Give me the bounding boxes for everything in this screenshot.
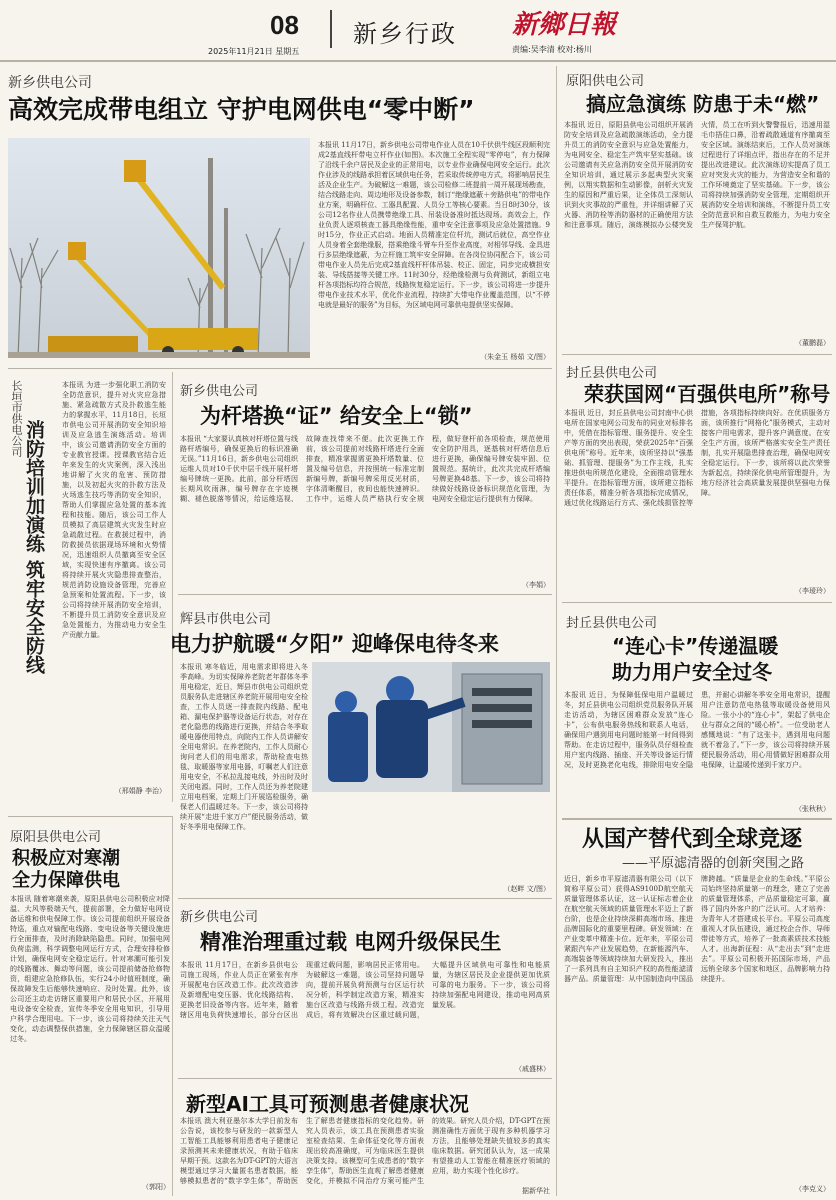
fengqiu-card-headline: “连心卡”传递温暖 <box>612 634 779 658</box>
tower-byline: （李娟） <box>522 581 550 589</box>
lead-kicker: 新乡供电公司 <box>8 75 92 91</box>
column-divider <box>172 816 173 1196</box>
masthead <box>0 0 836 62</box>
column-divider <box>172 372 173 802</box>
changheng-kicker: 长垣市供电公司 <box>10 380 23 457</box>
fengqiu-card-kicker: 封丘县供电公司 <box>566 616 658 631</box>
section-title: 新乡行政 <box>353 20 457 48</box>
lead-headline: 高效完成带电组立 守护电网供电“零中断” <box>8 95 475 124</box>
tower-headline: 为杆塔换“证” 给安全上“锁” <box>200 404 473 428</box>
brand-body: 近日，新乡市平原滤清器有限公司（以下简称平原公司）获得AS9100D航空航天质量管理体系认证，这一认证标志着企业在航空航天领域的质量管理水平迈上了新台阶，也是企业持续深耕高端市场、推进品牌国际化的重要里程碑。研发领域：在产业变革中精准卡位。近年来，平原公司紧跟汽车产业发展趋势，在新能源汽车、高端装备等领域持续加大研发投入，推出了一系列具有自主知识产权的高性能滤清器产品。质量管理：从中国制造向中国品牌跨越。“质量是企业的生命线。”平原公司始终坚持质量第一的理念，建立了完善的质量管理体系，产品质量稳定可靠，赢得了国内外客户的广泛认可。人才培养：为青年人才搭建成长平台。平原公司高度重视人才队伍建设，通过校企合作、导师带徒等方式，培养了一批高素质技术技能人才。出海新征程：从“走出去”到“走进去”。平原公司积极开拓国际市场，产品远销全球多个国家和地区，品牌影响力持续提升。 <box>564 875 830 983</box>
page-number: 08 <box>270 10 299 40</box>
lead-rule <box>8 368 552 369</box>
masthead-rule <box>0 60 836 62</box>
yuanyang-drill-headline: 搞应急演练 防患于未“燃” <box>586 92 820 116</box>
changheng-headline: 消防培训加演练 筑牢安全防线 <box>23 420 45 674</box>
crane-bucket-trucks-icon <box>8 138 310 358</box>
huixian-headline: 电力护航暖“夕阳” 迎峰保电待冬来 <box>170 632 499 656</box>
lead-photo <box>8 138 310 358</box>
worker-electrical-panel-icon <box>312 662 550 792</box>
date-line: 2025年11月21日 星期五 <box>208 47 300 56</box>
tower-rule <box>178 594 552 595</box>
huixian-byline: （赵畔 文/图） <box>503 885 550 893</box>
fengqiu-kicker: 封丘县供电公司 <box>566 366 658 381</box>
changheng-body: 本报讯 为进一步强化职工消防安全防范意识，提升对火灾应急措施、紧急疏散方式及扑救逃生能力的掌握水平，11月18日，长垣市供电公司开展消防安全知识培训及应急逃生演练活动。培训中，该公司邀请消防安全方面的专业教官授课。授课教官结合近年来发生的火灾案例，深入浅出地讲解了火灾的危害、预防措施，以及初起火灾的扑救方法及火场逃生技巧等消防安全知识，帮助人们掌握应急处置的基本流程和技能。随后，该公司工作人员模拟了高层建筑火灾发生时应急疏散过程。在救援过程中，消防救援员依据现场环境和火势情况，迅速组织人员撤离至安全区域，实现快速有序撤离。该公司将持续开展火灾隐患排查整治，规范消防设施设备管理，完善应急预案和处置流程。下一步，该公司将持续开展消防安全培训，不断提升员工消防安全意识及应急处置能力，为推动电力安全生产贡献力量。 <box>62 381 166 639</box>
tower-body: 本报讯 “大家要认真核对杆塔位置与线路杆塔编号，确保更换后的标识准确无误。”11月16日，新乡供电公司组织运维人员对10千伏中层千线开展杆塔编号牌统一更换。此前，部分杆塔因长期风吹雨淋，编号牌存在字迹模糊、褪色脱落等情况，给运维巡视、故障查找带来不便。此次更换工作前，该公司提前对线路杆塔进行全面排查，精准掌握需更换杆塔数量、位置及编号信息，并按照统一标准定制新编号牌，新编号牌采用反光材质，字体清晰醒目，夜间也能快速辨识。工作中，运维人员严格执行安全规程，做好登杆前各项检查，规范使用安全防护用具，逐基核对杆塔信息后进行更换，确保编号牌安装牢固、位置规范。据统计，此次共完成杆塔编号牌更换48基。下一步，该公司将持续做好线路设备标识规范化管理，为电网安全稳定运行提供有力保障。 <box>180 435 550 503</box>
fengqiu-card-body: 本报讯 近日，为保障低保电用户温暖过冬，封丘县供电公司组织党员服务队开展走访活动，为辖区困难群众发放“连心卡”，公布供电服务热线和联系人电话，确保用户遇到用电问题时能第一时间得到帮助。在走访过程中，服务队员仔细检查用户室内线路、插座、开关等设备运行情况，及时更换老化电线，排除用电安全隐患，并耐心讲解冬季安全用电常识，提醒用户注意防范电热毯等取暖设备使用风险。一张小小的“连心卡”，架起了供电企业与群众之间的“暖心桥”。一位受助老人感慨地说：“有了这张卡，遇到用电问题就不着急了。”下一步，该公司将持续开展便民服务活动，用心用情做好困难群众用电保障，让温暖传递到千家万户。 <box>564 691 830 769</box>
precise-kicker: 新乡供电公司 <box>180 910 259 925</box>
editor-line: 责编:吴李清 校对:杨川 <box>512 45 592 54</box>
huixian-body-continued <box>312 798 550 882</box>
yuanyang-winter-headline-2: 全力保障供电 <box>12 870 120 891</box>
yuanyang-winter-byline: （郭阳） <box>142 1183 170 1191</box>
brand-byline: （李克义） <box>795 1185 830 1193</box>
huixian-rule <box>178 898 552 899</box>
fengqiu-card-rule <box>562 818 832 820</box>
fengqiu-card-byline: （张秋秋） <box>795 805 830 813</box>
ai-body: 本报讯 澳大利亚墨尔本大学日前发布公告说，该校参与研发的一款新型人工智能工具能够利用患者电子健康记录预测其未来健康状况，有助于临床早期干预。这款名为DT-GPT的大语言模型通过学习大量匿名患者数据，能够模拟患者的“数字孪生体”，帮助医生了解患者健康指标的变化趋势。研究人员表示，该工具在预测患者实验室检查结果、生命体征变化等方面表现出较高准确度，可为临床医生提供决策支持。该模型可生成患者的“数字孪生体”，帮助医生直观了解患者健康变化，并模拟不同治疗方案可能产生的效果。研究人员介绍，DT-GPT在预测准确性方面优于现有多种机器学习方法，且能够处理缺失值较多的真实临床数据。研究团队认为，这一成果有望推动人工智能在精准医疗领域的应用，助力实现个性化诊疗。 <box>180 1117 550 1185</box>
brand-subhead: ——平原滤清器的创新突围之路 <box>622 856 805 871</box>
yuanyang-winter-headline: 积极应对寒潮 <box>12 848 120 869</box>
yuanyang-winter-body: 本报讯 随着寒潮来袭，原阳县供电公司积极应对降温、大风等极端天气，提前部署，全力做好电网设备运维和供电保障工作。该公司提前组织开展设备特巡，重点对输配电线路、变电设备等关键设施进行全面排查，及时消除缺陷隐患。同时，加强电网负荷监测，科学调整电网运行方式，合理安排检修计划，确保电网安全稳定运行。针对寒潮可能引发的线路覆冰、舞动等问题，该公司提前储备抢修物资，组建应急抢修队伍，实行24小时值班制度，确保故障发生后能够快速响应、及时处置。此外，该公司还主动走访辖区重要用户和居民小区，开展用电设备安全检查，宣传冬季安全用电知识，引导用户科学合理用电。下一步，该公司将持续关注天气变化，动态调整保供措施，全力保障辖区群众温暖过冬。 <box>10 895 170 1043</box>
fengqiu-card-headline-2: 助力用户安全过冬 <box>612 660 772 684</box>
fengqiu-rule <box>562 602 832 603</box>
yuanyang-winter-kicker: 原阳县供电公司 <box>10 830 102 845</box>
tower-kicker: 新乡供电公司 <box>180 384 259 399</box>
ai-headline: 新型AI工具可预测患者健康状况 <box>186 1092 469 1116</box>
lead-body: 本报讯 11月17日，新乡供电公司带电作业人员在10千伏供牛线区段顺利完成2基直线杆带电立杆作业(如图)。本次施工全程实现“零停电”，有力保障了沿线千余户居民及企业的正常用电，以专业作业确保电网安全运行。此次作业涉及的线路承担着区域供电任务，若采取传统停电方式，将影响居民生活及企业生产。为破解这一难题，该公司检修二班提前一周开展现场勘查，结合线路走向、周边地形及设备参数，制订“绝缘遮蔽＋旁路供电”的带电作业方案，明确杆位、工器具配置、人员分工等核心要素。当日8时30分，该公司12名作业人员携带绝缘工具、吊装设备准时抵达现场。高效会上，作业负责人逐项核查工器具绝缘性能，重申安全注意事项及应急处置措施。9时15分，作业正式启动。地面人员精准定位杆坑，测试后就位，高空作业人员身着全套绝缘服，搭乘绝缘斗臂车升至作业高度，对相邻导线、金具进行多层绝缘遮蔽，为立杆施工筑牢安全屏障。在各岗位协同配合下，该公司带电作业人员先后完成2基直线杆杆体吊装、校正、固定，同步完成横担安装、导线搭接等关键工序。11时30分，经绝缘检测与负荷测试，新组立电杆各项指标均符合规范，线路恢复稳定运行。下一步，该公司将进一步提升带电作业技术水平，优化作业流程，持续扩大带电作业覆盖范围，以“不停电就是最好的服务”为目标，为区域电网可靠供电提供坚实保障。 <box>318 141 550 309</box>
fengqiu-byline: （李瑷玲） <box>795 587 830 595</box>
precise-headline: 精准治理重过载 电网升级保民生 <box>200 930 502 954</box>
yuanyang-drill-kicker: 原阳供电公司 <box>566 74 645 89</box>
yuanyang-drill-body: 本报讯 近日，原阳县供电公司组织开展消防安全培训及应急疏散演练活动，全力提升员工的消防安全意识与应急处置能力，为电网安全、稳定生产筑牢坚实基础。该公司邀请有关应急消防安全员开展消防安全知识培训，通过展示多起典型火灾案例，以翔实数据和生动影像，剖析火灾发生的原因和严重后果，让全体员工深刻认识到火灾事故的严重性，并详细讲解了灭火器、消防栓等消防器材的正确使用方法和注意事项。随后，演练模拟办公楼突发火情，员工在听到火警警报后，迅速用湿毛巾捂住口鼻，沿着疏散通道有序撤离至安全区域。演练结束后，工作人员对演练过程进行了详细点评，指出存在的不足并提出改进建议。此次演练切实提高了员工应对突发火灾的能力，为营造安全和谐的工作环境奠定了坚实基础。下一步，该公司将持续加强消防安全管理，定期组织开展消防安全培训和演练，不断提升员工安全防范意识和自救互救能力，为电力安全生产保驾护航。 <box>564 121 830 229</box>
yuanyang-drill-byline: （董鹏磊） <box>795 339 830 347</box>
precise-rule <box>178 1078 552 1079</box>
precise-body: 本报讯 11月17日，在新乡县供电公司施工现场，作业人员正在紧张有序开展配电台区改造工作。此次改造涉及新增配电变压器、优化线路结构、更换老旧设备等内容。近年来，随着辖区用电负荷快速增长，部分台区出现重过载问题，影响居民正常用电。为破解这一难题，该公司坚持问题导向，提前开展负荷预测与台区运行状况分析，科学制定改造方案，精准实施台区改造与线路升级工程。改造完成后，将有效解决台区重过载问题，大幅提升区域供电可靠性和电能质量，为辖区居民及企业提供更加优质可靠的电力服务。下一步，该公司将持续加强配电网建设，推动电网高质量发展。 <box>180 961 550 1019</box>
lead-byline: （朱金玉 杨茹 文/图） <box>480 353 550 361</box>
fengqiu-headline: 荣获国网“百强供电所”称号 <box>584 382 831 406</box>
newspaper-logo: 新鄉日報 <box>512 10 617 40</box>
yuanyang-drill-rule <box>562 354 832 355</box>
huixian-kicker: 辉县市供电公司 <box>180 612 272 627</box>
huixian-body: 本报讯 寒冬临近，用电需求即将进入冬季高峰。为切实保障养老院老年群体冬季用电稳定，近日，辉县市供电公司组织党员服务队走进辖区养老院开展用电安全检查，工作人员逐一排查院内线路、配电箱、漏电保护器等设备运行状态，对存在老化隐患的线路进行更换，并结合冬季取暖电器使用特点，向院内工作人员讲解安全用电常识。在养老院内，工作人员耐心询问老人们的用电需求，帮助检查电热毯、取暖器等家用电器，叮嘱老人们注意用电安全，不私拉乱接电线，外出时及时关闭电源。同时，工作人员还为养老院建立用电档案，定期上门开展巡检服务，确保老人们温暖过冬。下一步，该公司将持续开展“走进千家万户”便民服务活动，做好冬季用电保障工作。 <box>180 663 308 831</box>
masthead-divider <box>330 10 332 48</box>
column-divider <box>556 66 557 1196</box>
brand-headline: 从国产替代到全球竞逐 <box>582 827 803 852</box>
precise-byline: （戚盛林） <box>515 1065 550 1073</box>
huixian-photo <box>312 662 550 792</box>
ai-byline: 据新华社 <box>522 1187 550 1195</box>
changheng-byline: （邢娟静 李治） <box>114 787 166 795</box>
yuanyang-winter-rule <box>8 816 172 817</box>
fengqiu-body: 本报讯 近日，封丘县供电公司封南中心供电所在国家电网公司发布的同业对标排名中，凭借在指标管理、服务提升、安全生产等方面的突出表现，荣获2025年“百强供电所”称号。近年来，该所坚持以“强基础、抓管理、提服务”为工作主线，扎实推进供电所规范化建设，全面推动管理水平提升。在指标管理方面，该所建立指标责任体系，精准分析各项指标完成情况，通过优化线路运行方式、强化线损管控等措施，各项指标持续向好。在优质服务方面，该所推行“网格化”服务模式，主动对接客户用电需求，提升客户满意度。在安全生产方面，该所严格落实安全生产责任制，扎实开展隐患排查治理，确保电网安全稳定运行。下一步，该所将以此次荣誉为新起点，持续深化供电所管理提升，为地方经济社会高质量发展提供坚强电力保障。 <box>564 409 830 507</box>
